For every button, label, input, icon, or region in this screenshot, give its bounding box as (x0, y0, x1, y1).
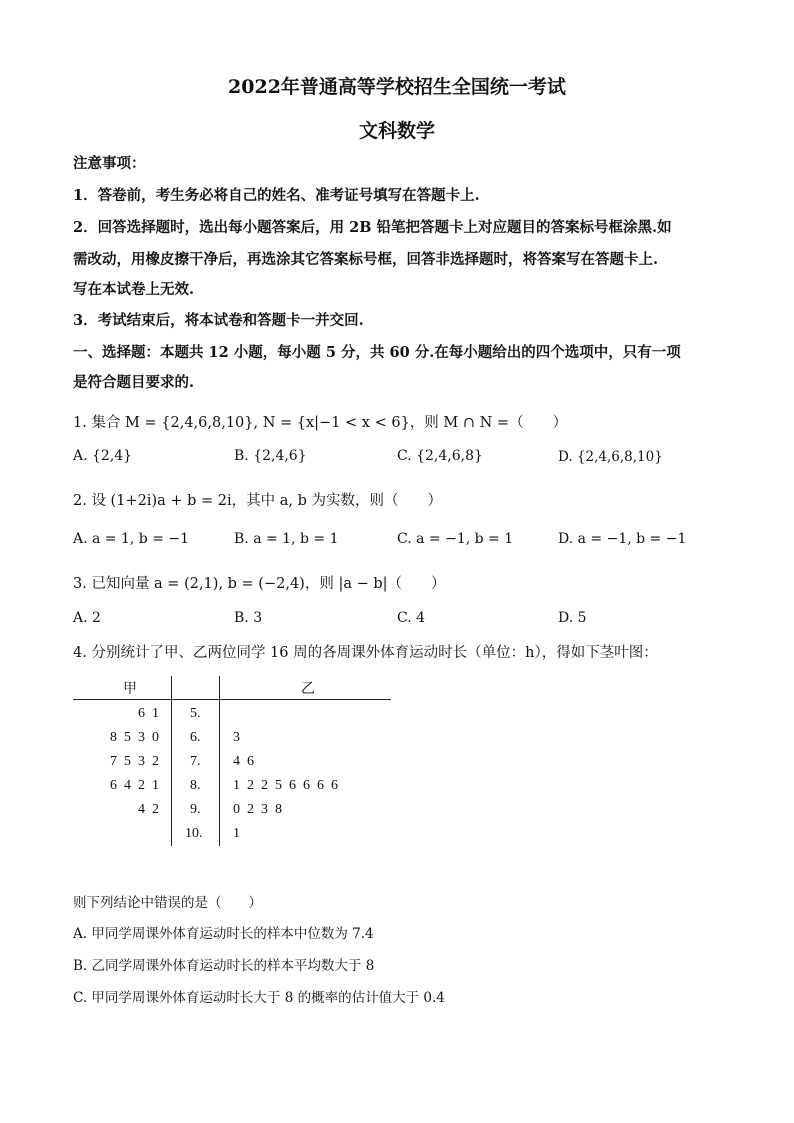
question-3-option-b: B. 3 (234, 610, 263, 626)
stem-leaf-plot (73, 676, 403, 846)
question-1-option-c: C. {2,4,6,8} (397, 448, 483, 464)
exam-title: 2022年普通高等学校招生全国统一考试 (228, 76, 566, 98)
question-2-option-d: D. a = −1, b = −1 (558, 531, 687, 547)
notice-item-2-line-2: 需改动，用橡皮擦干净后，再选涂其它答案标号框，回答非选择题时，将答案写在答题卡上. (73, 251, 659, 268)
stem-leaf-row-6-stem: 10. (185, 826, 203, 841)
stem-leaf-row-2-left: 8 5 3 0 (110, 730, 159, 745)
question-1-option-b: B. {2,4,6} (234, 448, 307, 464)
notice-item-2-line-3: 写在本试卷上无效. (73, 281, 195, 298)
section-heading-line-2: 是符合题目要求的. (73, 374, 195, 391)
question-4-option-c: C. 甲同学周课外体育运动时长大于 8 的概率的估计值大于 0.4 (73, 990, 445, 1006)
question-2-stem: 2. 设 (1+2i)a + b = 2i，其中 a, b 为实数，则（ ） (73, 493, 442, 509)
question-4-prompt: 则下列结论中错误的是（ ） (73, 895, 262, 911)
notice-item-3: 3．考试结束后，将本试卷和答题卡一并交回. (73, 312, 364, 329)
question-2-option-b: B. a = 1, b = 1 (234, 531, 339, 547)
question-1-stem: 1. 集合 M = {2,4,6,8,10}, N = {x|−1 < x < 6}，则 M ∩ N =（ ） (73, 415, 568, 431)
question-3-option-a: A. 2 (73, 610, 101, 626)
stem-leaf-row-4-left: 6 4 2 1 (110, 778, 159, 793)
stem-leaf-row-5-left: 4 2 (138, 802, 159, 817)
question-2-option-c: C. a = −1, b = 1 (397, 531, 514, 547)
question-3-option-c: C. 4 (397, 610, 426, 626)
question-4-option-b: B. 乙同学周课外体育运动时长的样本平均数大于 8 (73, 958, 375, 974)
stem-leaf-row-2-right: 3 (233, 730, 240, 745)
question-3-option-d: D. 5 (558, 610, 587, 626)
stem-leaf-row-5-stem: 9. (190, 802, 201, 817)
notice-item-1: 1．答卷前，考生务必将自己的姓名、准考证号填写在答题卡上. (73, 187, 480, 204)
stem-leaf-row-1-left: 6 1 (138, 706, 159, 721)
question-2-option-a: A. a = 1, b = −1 (73, 531, 190, 547)
stem-leaf-row-2-stem: 6. (190, 730, 201, 745)
exam-subtitle: 文科数学 (358, 120, 435, 142)
stem-leaf-row-1-stem: 5. (190, 706, 201, 721)
stem-leaf-row-4-right: 1 2 2 5 6 6 6 6 (233, 778, 338, 793)
notice-item-2-line-1: 2．回答选择题时，选出每小题答案后，用 2B 铅笔把答题卡上对应题目的答案标号框涂黑.如 (73, 219, 672, 236)
question-4-stem: 4. 分别统计了甲、乙两位同学 16 周的各周课外体育运动时长（单位：h），得如下茎叶图： (73, 645, 658, 661)
stem-leaf-row-5-right: 0 2 3 8 (233, 802, 282, 817)
stem-leaf-divider-right (219, 676, 220, 846)
stem-leaf-header-divider (73, 699, 391, 700)
stem-leaf-header-jia: 甲 (123, 682, 137, 697)
notice-heading: 注意事项： (73, 155, 146, 172)
stem-leaf-row-3-left: 7 5 3 2 (110, 754, 159, 769)
stem-leaf-row-3-right: 4 6 (233, 754, 254, 769)
question-1-option-a: A. {2,4} (73, 448, 133, 464)
question-1-option-d: D. {2,4,6,8,10} (558, 449, 663, 465)
stem-leaf-row-4-stem: 8. (190, 778, 201, 793)
question-3-stem: 3. 已知向量 a = (2,1), b = (−2,4)，则 |a − b|（ ） (73, 576, 446, 592)
question-4-option-a: A. 甲同学周课外体育运动时长的样本中位数为 7.4 (73, 926, 374, 942)
stem-leaf-header-yi: 乙 (301, 682, 315, 697)
stem-leaf-row-3-stem: 7. (190, 754, 201, 769)
stem-leaf-divider-left (171, 676, 172, 846)
stem-leaf-row-6-right: 1 (233, 826, 240, 841)
section-heading-line-1: 一、选择题：本题共 12 小题，每小题 5 分，共 60 分.在每小题给出的四个选项中，只有一项 (73, 344, 681, 361)
